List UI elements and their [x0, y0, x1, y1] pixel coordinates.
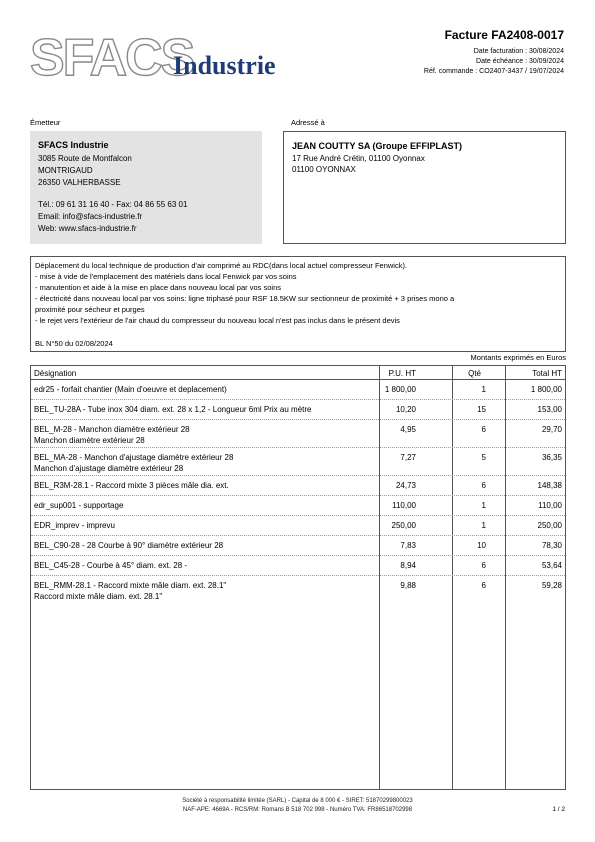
row-designation: edr_sup001 - supportage [34, 501, 124, 510]
issuer-email: Email: info@sfacs-industrie.fr [38, 212, 143, 221]
row-designation-line: Raccord mixte mâle diam. ext. 28.1" [34, 592, 163, 601]
row-unit-price: 24,73 [395, 481, 416, 490]
row-designation-line: Manchon d'ajustage diamètre extérieur 28 [34, 464, 184, 473]
row-designation-line: Manchon diamètre extérieur 28 [34, 436, 145, 445]
table-row [31, 476, 565, 496]
row-unit-price: 10,20 [395, 405, 416, 414]
logo-subtitle: Industrie [173, 51, 276, 80]
row-quantity: 15 [477, 405, 486, 414]
recipient-address-line: 17 Rue André Crétin, 01100 Oyonnax [292, 154, 425, 163]
row-designation: EDR_imprev - imprevu [34, 521, 115, 530]
table-row [31, 576, 565, 604]
row-designation [34, 580, 379, 602]
row-designation: BEL_TU-28A - Tube inox 304 diam. ext. 28 x 1,2 - Longueur 6ml Prix au mètre [34, 405, 312, 414]
row-quantity: 6 [481, 581, 486, 590]
row-quantity: 6 [481, 481, 486, 490]
row-designation [34, 452, 379, 474]
table-row [31, 516, 565, 536]
row-quantity: 6 [481, 425, 486, 434]
table-row [31, 420, 565, 448]
row-unit-price: 9,88 [400, 581, 416, 590]
table-row [31, 496, 565, 516]
row-designation: BEL_C45-28 - Courbe à 45° diam. ext. 28 - [34, 561, 188, 570]
description-line: proximité pour sécheur et purges [35, 305, 145, 314]
header-unit-price: P.U. HT [388, 369, 416, 378]
table-header [31, 366, 565, 380]
row-quantity: 1 [481, 501, 486, 510]
row-designation-line: BEL_M-28 - Manchon diamètre extérieur 28 [34, 425, 190, 434]
description-box [30, 256, 566, 352]
row-unit-price: 250,00 [391, 521, 416, 530]
header-designation: Désignation [34, 369, 77, 378]
recipient-name: JEAN COUTTY SA (Groupe EFFIPLAST) [292, 141, 463, 151]
row-quantity: 1 [481, 521, 486, 530]
row-unit-price: 1 800,00 [384, 385, 416, 394]
row-quantity: 5 [481, 453, 486, 462]
issuer-name: SFACS Industrie [38, 140, 109, 150]
issuer-address-line: 3085 Route de Montfalcon [38, 154, 132, 163]
row-unit-price: 7,83 [400, 541, 416, 550]
row-total: 78,30 [541, 541, 562, 550]
table-row [31, 556, 565, 576]
row-designation: edr25 - forfait chantier (Main d'oeuvre et deplacement) [34, 385, 227, 394]
recipient-address-line: 01100 OYONNAX [292, 165, 356, 174]
issuer-website: Web: www.sfacs-industrie.fr [38, 224, 137, 233]
header-total: Total HT [532, 369, 562, 378]
row-designation: BEL_R3M-28.1 - Raccord mixte 3 pièces mâle dia. ext. [34, 481, 229, 490]
row-total: 148,38 [537, 481, 562, 490]
row-designation-line: BEL_MA-28 - Manchon d'ajustage diamètre extérieur 28 [34, 453, 234, 462]
row-total: 1 800,00 [530, 385, 562, 394]
row-total: 153,00 [537, 405, 562, 414]
row-quantity: 10 [477, 541, 486, 550]
row-total: 29,70 [541, 425, 562, 434]
table-row [31, 400, 565, 420]
table-row [31, 536, 565, 556]
page-number: 1 / 2 [552, 806, 565, 813]
currency-note: Montants exprimés en Euros [470, 353, 566, 362]
row-designation-line: BEL_RMM-28.1 - Raccord mixte mâle diam. ext. 28.1" [34, 581, 227, 590]
legal-footer [0, 797, 595, 815]
issuer-address-line: 26350 VALHERBASSE [38, 178, 121, 187]
row-designation [34, 424, 379, 446]
recipient-label: Adressé à [291, 118, 325, 127]
header-quantity: Qté [468, 369, 481, 378]
row-unit-price: 7,27 [400, 453, 416, 462]
row-unit-price: 110,00 [392, 501, 416, 510]
logo-brand: SFACS [30, 29, 194, 87]
row-total: 36,35 [541, 453, 562, 462]
invoice-lines-table [30, 365, 566, 790]
row-quantity: 6 [481, 561, 486, 570]
row-quantity: 1 [481, 385, 486, 394]
description-line: - le rejet vers l'extérieur de l'air chaud du compresseur du nouveau local n'est pas inclus dans le présent devis [35, 316, 400, 325]
company-logo [30, 29, 300, 87]
row-total: 53,64 [541, 561, 562, 570]
description-line: Déplacement du local technique de production d'air comprimé au RDC(dans local actuel compresseur Fenwick). [35, 261, 408, 270]
delivery-note-reference: BL N°50 du 02/08/2024 [35, 339, 113, 348]
table-row [31, 448, 565, 476]
footer-line: Société à responsabilité limitée (SARL) - Capital de 8 000 € - SIRET: 51870299800023 [182, 798, 413, 804]
table-row [31, 380, 565, 400]
invoice-date: Date facturation : 30/08/2024 [473, 48, 564, 55]
row-designation: BEL_C90-28 - 28 Courbe à 90° diamètre extérieur 28 [34, 541, 224, 550]
issuer-box [30, 131, 262, 244]
row-unit-price: 8,94 [400, 561, 416, 570]
row-total: 110,00 [538, 501, 562, 510]
order-reference: Réf. commande : CO2407-3437 / 19/07/2024 [423, 68, 564, 75]
row-total: 250,00 [537, 521, 562, 530]
issuer-phone: Tél.: 09 61 31 16 40 - Fax: 04 86 55 63 01 [38, 200, 188, 209]
description-line: - mise à vide de l'emplacement des matériels dans local Fenwick par vos soins [35, 272, 297, 281]
due-date: Date échéance : 30/09/2024 [476, 58, 564, 65]
recipient-box [283, 131, 566, 244]
issuer-address-line: MONTRIGAUD [38, 166, 93, 175]
invoice-header [424, 28, 564, 77]
description-line: - électricité dans nouveau local par vos soins: ligne triphasé pour RSF 18.5KW sur sectionneur de proximité + 3 prises mono a [35, 294, 455, 303]
invoice-title: Facture FA2408-0017 [444, 28, 564, 42]
row-unit-price: 4,95 [400, 425, 416, 434]
footer-line: NAF-APE: 4669A - RCS/RM: Romans B 518 702 998 - Numéro TVA: FR86518702998 [182, 807, 413, 813]
issuer-label: Émetteur [30, 118, 61, 127]
row-total: 59,28 [541, 581, 562, 590]
description-line: - manutention et aide à la mise en place dans nouveau local par vos soins [35, 283, 281, 292]
